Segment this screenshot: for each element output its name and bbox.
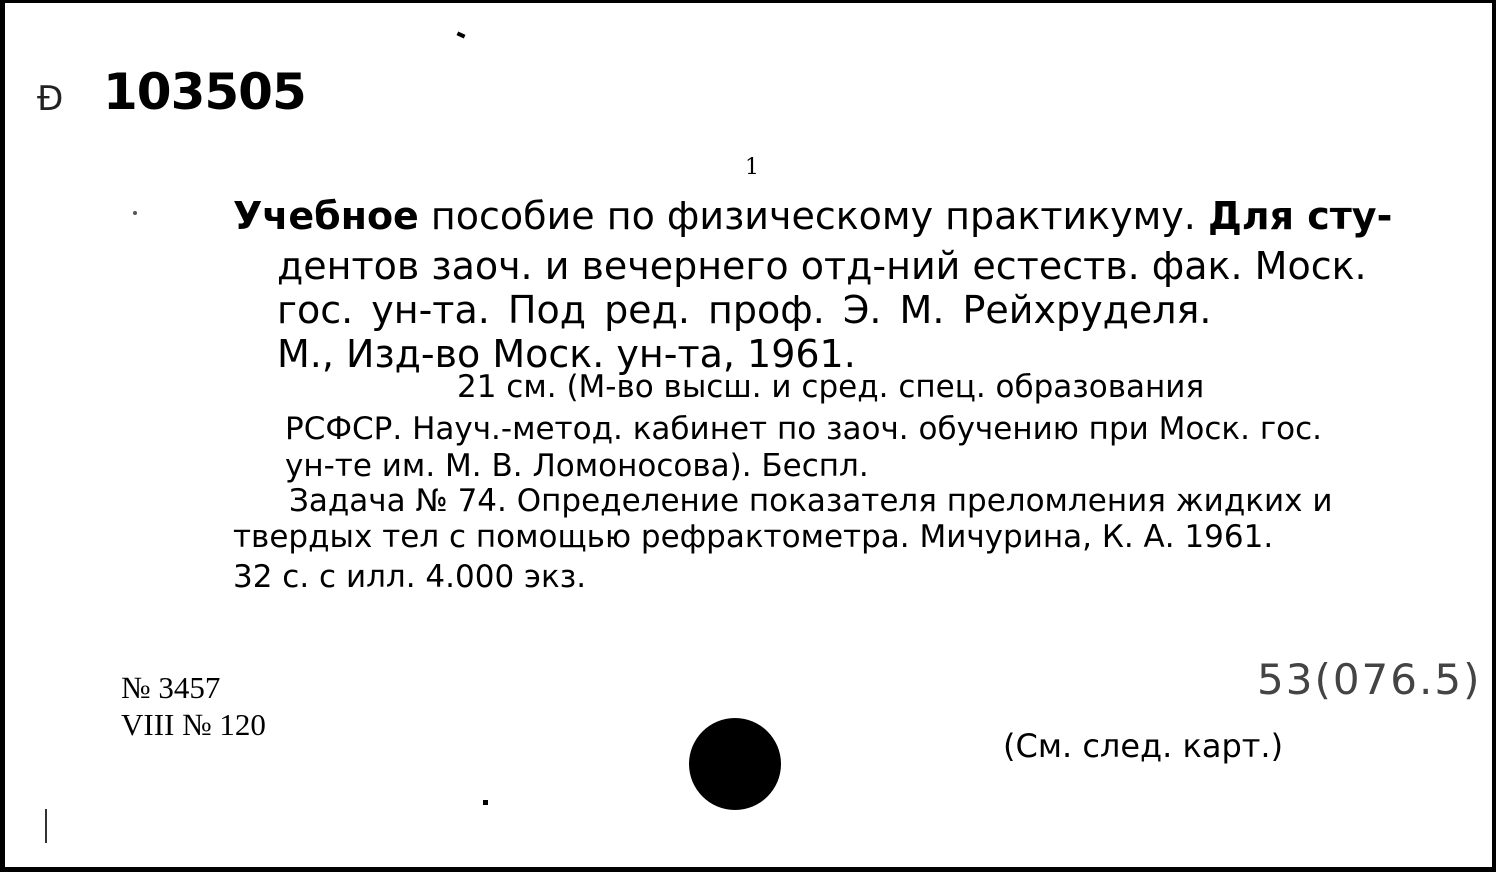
card-index-mark: 1: [745, 155, 759, 180]
title-bold: Учебное: [233, 194, 419, 238]
imprint-line: М., Изд-во Моск. ун-та, 1961.: [277, 332, 856, 376]
stray-ink-mark: [457, 31, 466, 38]
part-line: Задача № 74. Определение показателя преломления жидких и: [289, 483, 1333, 519]
record-number: № 3457: [121, 670, 221, 705]
margin-mark: [45, 809, 49, 843]
see-next-card: (См. след. карт.): [1003, 727, 1284, 765]
title-continuation-line: гос. ун-та. Под ред. проф. Э. М. Рейхруделя.: [277, 288, 1212, 332]
small-dot: [133, 211, 137, 215]
stamp-number: 103505: [103, 63, 306, 121]
title-continuation-line: дентов заоч. и вечернего отд-ний естеств. фак. Моск.: [277, 244, 1367, 288]
part-line: 32 с. с илл. 4.000 экз.: [233, 559, 587, 595]
part-line: твердых тел с помощью рефрактометра. Мичурина, К. А. 1961.: [233, 519, 1274, 555]
tiny-dot: [483, 800, 488, 805]
series-line: РСФСР. Науч.-метод. кабинет по заоч. обучению при Моск. гос.: [285, 411, 1322, 447]
stamp-prefix: Ð: [37, 79, 64, 119]
classification-mark: 53(076.5): [1257, 655, 1482, 704]
title-bold-2: Для сту-: [1207, 194, 1393, 238]
title-rest: пособие по физическому практикуму.: [418, 194, 1208, 238]
record-reference: VIII № 120: [121, 707, 266, 742]
series-line: ун-те им. М. В. Ломоносова). Беспл.: [285, 448, 869, 484]
title-line: [233, 193, 1392, 239]
punch-hole: [689, 718, 781, 810]
series-line: 21 см. (М-во высш. и сред. спец. образования: [457, 369, 1205, 405]
